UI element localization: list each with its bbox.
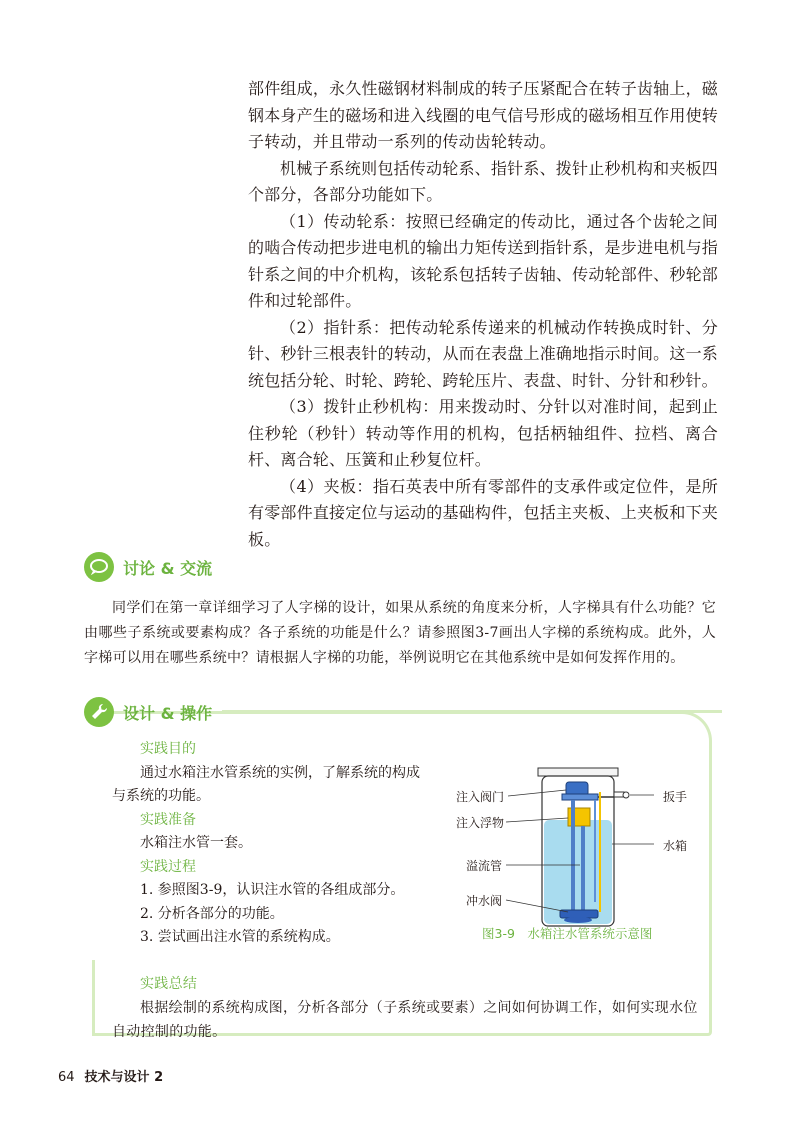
paragraph: （3）拨针止秒机构：用来拨动时、分针以对准时间，起到止住秒轮（秒针）转动等作用的机构，包括柄轴组件、拉档、离合杆、离合轮、压簧和止秒复位杆。 — [248, 397, 718, 469]
paragraph: （2）指针系：把传动轮系传递来的机械动作转换成时针、分针、秒针三根表针的转动，从而在表盘上准确地指示时间。这一系统包括分轮、时轮、跨轮、跨轮压片、表盘、时针、分针和秒针。 — [248, 317, 718, 390]
paragraph: （1）传动轮系：按照已经确定的传动比，通过各个齿轮之间的啮合传动把步进电机的输出力矩传送到指针系，是步进电机与指针系之间的中介机构，该轮系包括转子齿轴、传动轮部件、秒轮部件和过轮部件。 — [248, 211, 718, 310]
paragraph: 机械子系统则包括传动轮系、指针系、拨针止秒机构和夹板四个部分，各部分功能如下。 — [248, 158, 718, 204]
step-2: 2. 分析各部分的功能。 — [140, 905, 284, 922]
discussion-header — [84, 552, 212, 582]
goal-label: 实践目的 — [140, 741, 196, 757]
label-inlet-valve: 注入阀门 — [456, 790, 505, 804]
summary — [112, 972, 702, 1044]
main-text — [248, 76, 718, 553]
label-float: 注入浮物 — [456, 816, 505, 830]
goal-text-2: 与系统的功能。 — [112, 788, 210, 804]
paragraph: 部件组成，永久性磁钢材料制成的转子压紧配合在转子齿轴上，磁钢本身产生的磁场和进入线圈的电气信号形成的磁场相互作用使转子转动，并且带动一系列的传动齿轮转动。 — [248, 79, 718, 151]
design-header — [84, 697, 722, 727]
design-content — [112, 738, 442, 950]
prep-label: 实践准备 — [140, 811, 196, 828]
wrench-icon — [84, 697, 114, 727]
page-footer — [58, 1066, 163, 1085]
discussion-text: 同学们在第一章详细学习了人字梯的设计，如果从系统的角度来分析，人字梯具有什么功能？它由哪些子系统或要素构成？各子系统的功能是什么？请参照图3-7画出人字梯的系统构成。此外，人字梯可以用在哪些系统中？请根据人字梯的功能，举例说明它在其他系统中是如何发挥作用的。 — [84, 600, 716, 666]
paragraph: （4）夹板：指石英表中所有零部件的支承件或定位件，是所有零部件直接定位与运动的基础构件，包括主夹板、上夹板和下夹板。 — [248, 476, 718, 549]
discussion-body — [84, 596, 716, 671]
label-tank: 水箱 — [663, 839, 688, 853]
label-flush-valve: 冲水阀 — [466, 894, 503, 908]
summary-text: 根据绘制的系统构成图，分析各部分（子系统或要素）之间如何协调工作，如何实现水位自动控制的功能。 — [112, 1000, 698, 1040]
figure-caption: 图3-9 水箱注水管系统示意图 — [482, 926, 653, 941]
design-title: 设计 & 操作 — [123, 703, 213, 723]
label-wrench: 扳手 — [663, 790, 688, 804]
step-3: 3. 尝试画出注水管的系统构成。 — [140, 929, 340, 945]
summary-label: 实践总结 — [140, 976, 198, 992]
goal-text-1: 通过水箱注水管系统的实例，了解系统的构成 — [140, 764, 420, 781]
speech-bubble-icon — [84, 552, 114, 582]
book-title: 技术与设计 2 — [84, 1070, 164, 1085]
step-1: 1. 参照图3-9，认识注水管的各组成部分。 — [140, 882, 405, 898]
discussion-title: 讨论 & 交流 — [123, 558, 213, 578]
page-number: 64 — [58, 1070, 75, 1085]
label-overflow-pipe: 溢流管 — [466, 859, 503, 873]
prep-text: 水箱注水管一套。 — [140, 835, 252, 851]
header-rule — [222, 710, 722, 714]
design-frame-left — [92, 960, 95, 1036]
process-label: 实践过程 — [140, 858, 196, 875]
